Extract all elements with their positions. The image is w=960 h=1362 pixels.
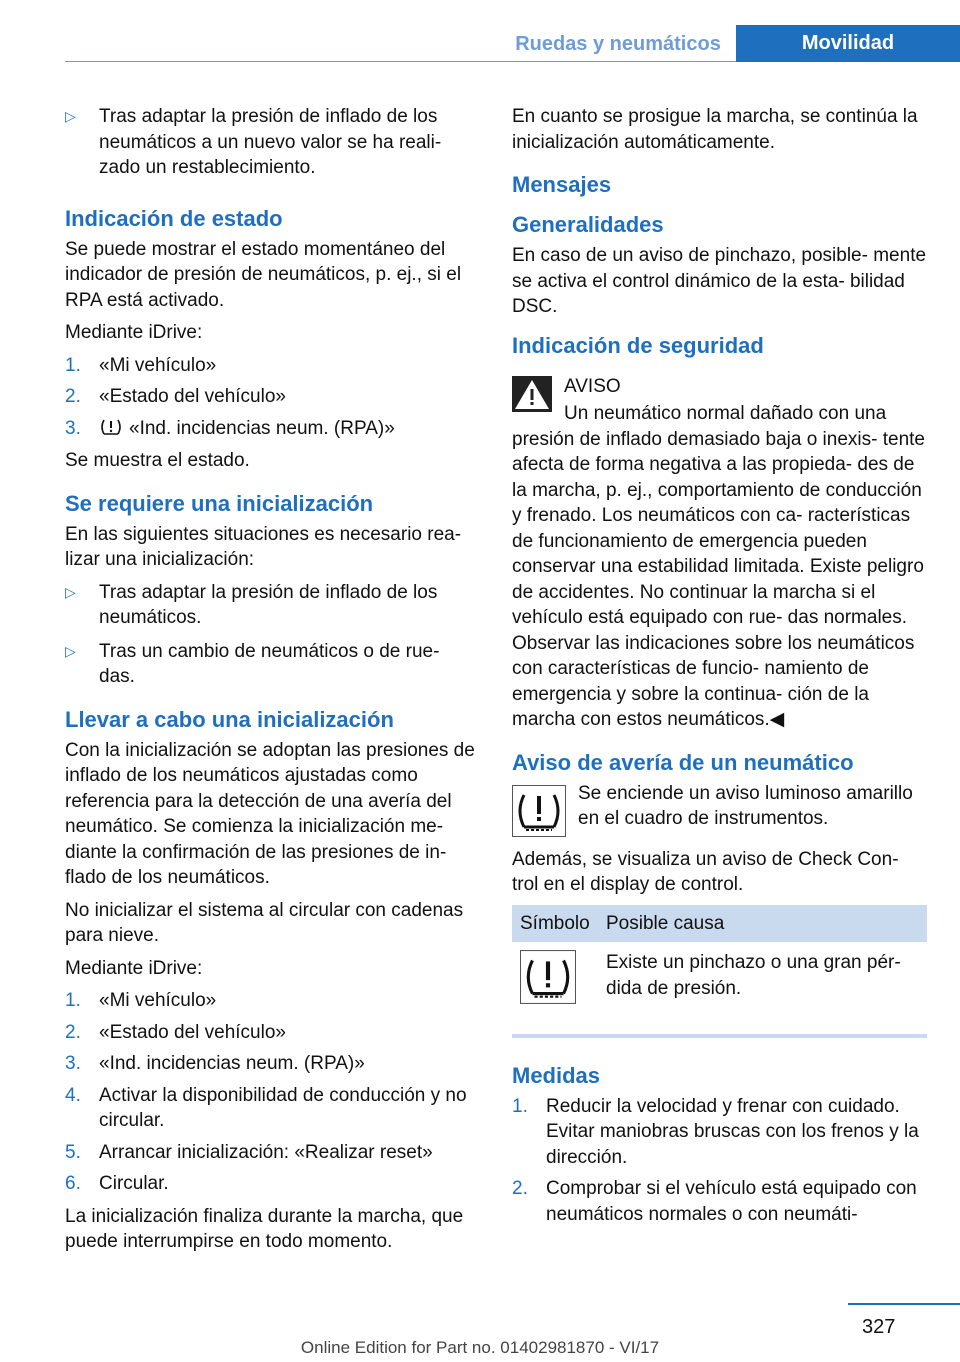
step-text: Circular.	[99, 1173, 169, 1194]
step-text: Arrancar inicialización: «Realizar reset»	[99, 1141, 433, 1163]
list-item	[65, 1020, 480, 1046]
triangle-bullet-icon: ▷	[65, 108, 76, 124]
list-item	[65, 1171, 480, 1197]
paragraph: Mediante iDrive:	[65, 957, 203, 979]
right-column	[512, 104, 927, 1234]
paragraph: Con la inicialización se adoptan las presiones de inflado de los neumáticos ajustadas como referencia para la detección de una avería del neumático. Se comienza la inicialización me‐ diante la confirmación de las presiones de in‐ flado de los neumáticos.	[65, 739, 475, 888]
paragraph: Mediante iDrive:	[65, 322, 203, 343]
status-steps	[65, 353, 480, 442]
symbol-table	[512, 905, 927, 1024]
tire-pressure-warning-icon	[520, 950, 576, 1004]
header-section: Ruedas y neumáticos	[515, 33, 721, 55]
step-number: 1.	[65, 990, 81, 1011]
paragraph: La inicialización finaliza durante la marcha, que puede interrumpirse en todo momento.	[65, 1205, 464, 1252]
step-number: 4.	[65, 1084, 81, 1106]
step-number: 5.	[65, 1141, 81, 1163]
triangle-bullet-icon: ▷	[65, 583, 76, 600]
step-number: 3.	[65, 417, 81, 439]
step-number: 2.	[512, 1178, 528, 1199]
step-text: Reducir la velocidad y frenar con cuidado. Evitar maniobras bruscas con los frenos y la dirección.	[546, 1095, 919, 1168]
list-item	[512, 1094, 927, 1171]
list-item	[65, 988, 480, 1014]
tire-pressure-icon	[99, 417, 123, 437]
indicator-block	[512, 781, 927, 837]
heading-messages: Mensajes	[512, 172, 612, 197]
paragraph: Se enciende un aviso luminoso amarillo en el cuadro de instrumentos.	[578, 782, 913, 829]
step-text: «Ind. incidencias neum. (RPA)»	[99, 1053, 365, 1074]
step-number: 6.	[65, 1173, 81, 1194]
heading-measures: Medidas	[512, 1062, 601, 1088]
heading-perform: Llevar a cabo una inicialización	[65, 706, 394, 732]
list-item	[65, 1083, 480, 1134]
step-text: «Mi vehículo»	[99, 354, 217, 376]
step-text: «Estado del vehículo»	[99, 1021, 286, 1043]
paragraph: Se muestra el estado.	[65, 450, 250, 471]
step-text: Activar la disponibilidad de conducción y no circular.	[99, 1084, 467, 1131]
step-text: «Mi vehículo»	[99, 990, 217, 1011]
triangle-bullet-icon: ▷	[65, 642, 76, 659]
table-header-symbol: Símbolo	[512, 905, 598, 943]
header-rule	[65, 61, 736, 62]
step-text: Comprobar si el vehículo está equipado con neumáticos normales o con neumáti‐	[546, 1178, 917, 1225]
paragraph: Además, se visualiza un aviso de Check Con‐ trol en el display de control.	[512, 848, 899, 895]
list-item	[65, 639, 480, 690]
perform-steps	[65, 988, 480, 1197]
list-item	[65, 104, 480, 181]
step-text: «Estado del vehículo»	[99, 386, 286, 407]
heading-status: Indicación de estado	[65, 205, 283, 231]
table-cell-cause: Existe un pinchazo o una gran pér‐ dida de presión.	[606, 952, 901, 999]
paragraph: En cuanto se prosigue la marcha, se continúa la inicialización automáticamente.	[512, 106, 918, 153]
warning-title: AVISO	[564, 375, 621, 397]
page-number: 327	[862, 1316, 896, 1338]
heading-safety: Indicación de seguridad	[512, 332, 764, 358]
step-text: «Ind. incidencias neum. (RPA)»	[129, 417, 395, 439]
required-bullet-list	[65, 580, 480, 690]
tire-pressure-warning-icon	[512, 785, 566, 837]
table-header-row	[512, 905, 927, 943]
header-chapter-tab[interactable]: Movilidad	[736, 25, 960, 62]
table-row	[512, 942, 927, 1024]
paragraph: Se puede mostrar el estado momentáneo del indicador de presión de neumáticos, p. ej., si el RPA está activado.	[65, 238, 462, 311]
warning-block	[512, 374, 927, 400]
bullet-text: Tras un cambio de neumáticos o de rue‐ das.	[99, 640, 440, 687]
heading-required: Se requiere una inicialización	[65, 490, 374, 516]
list-item	[65, 416, 480, 442]
list-item	[65, 580, 480, 631]
table-bottom-rule	[512, 1034, 927, 1038]
step-number: 1.	[65, 354, 81, 376]
page-number-rule	[848, 1303, 960, 1305]
measures-steps	[512, 1094, 927, 1228]
list-item	[65, 1051, 480, 1077]
list-item	[512, 1176, 927, 1227]
warning-triangle-icon	[512, 376, 552, 412]
list-item	[65, 384, 480, 410]
paragraph: En las siguientes situaciones es necesario rea‐ lizar una inicialización:	[65, 523, 462, 570]
heading-fault: Aviso de avería de un neumático	[512, 749, 854, 775]
step-number: 1.	[512, 1095, 528, 1117]
list-item	[65, 353, 480, 379]
table-cell-symbol	[512, 942, 598, 1024]
heading-general: Generalidades	[512, 212, 664, 237]
list-item	[65, 1140, 480, 1166]
paragraph: No inicializar el sistema al circular con cadenas para nieve.	[65, 899, 464, 946]
paragraph: En caso de un aviso de pinchazo, posible‐ mente se activa el control dinámico de la esta‐ bilidad DSC.	[512, 245, 927, 317]
step-number: 2.	[65, 386, 81, 407]
table-header-cause: Posible causa	[598, 905, 927, 943]
warning-text: Un neumático normal dañado con una presión de inflado demasiado baja o inexis‐ tente afecta de forma negativa a las propieda‐ des de la marcha, p. ej., comportamiento de conducción y frenado. Los neumáticos con ca‐ racterísticas de funcionamiento de emergencia pueden conservar una estabilidad limitada. Existe peligro de accidentes. No continuar la marcha si el vehículo está equipado con rue‐ das normales. Observar las indicaciones sobre los neumáticos con características de funcio‐ namiento de emergencia y sobre la continua‐ ción de la marcha con estos neumáticos.◀	[512, 403, 925, 730]
left-column	[65, 104, 480, 1262]
bullet-text: Tras adaptar la presión de inflado de los neumáticos.	[99, 581, 438, 628]
footer-edition: Online Edition for Part no. 01402981870 - VI/17	[300, 1338, 660, 1357]
bullet-text: Tras adaptar la presión de inflado de los neumáticos a un nuevo valor se ha reali‐ zado un restablecimiento.	[99, 106, 442, 178]
step-number: 3.	[65, 1053, 81, 1074]
step-number: 2.	[65, 1021, 81, 1043]
intro-bullet-list	[65, 104, 480, 181]
